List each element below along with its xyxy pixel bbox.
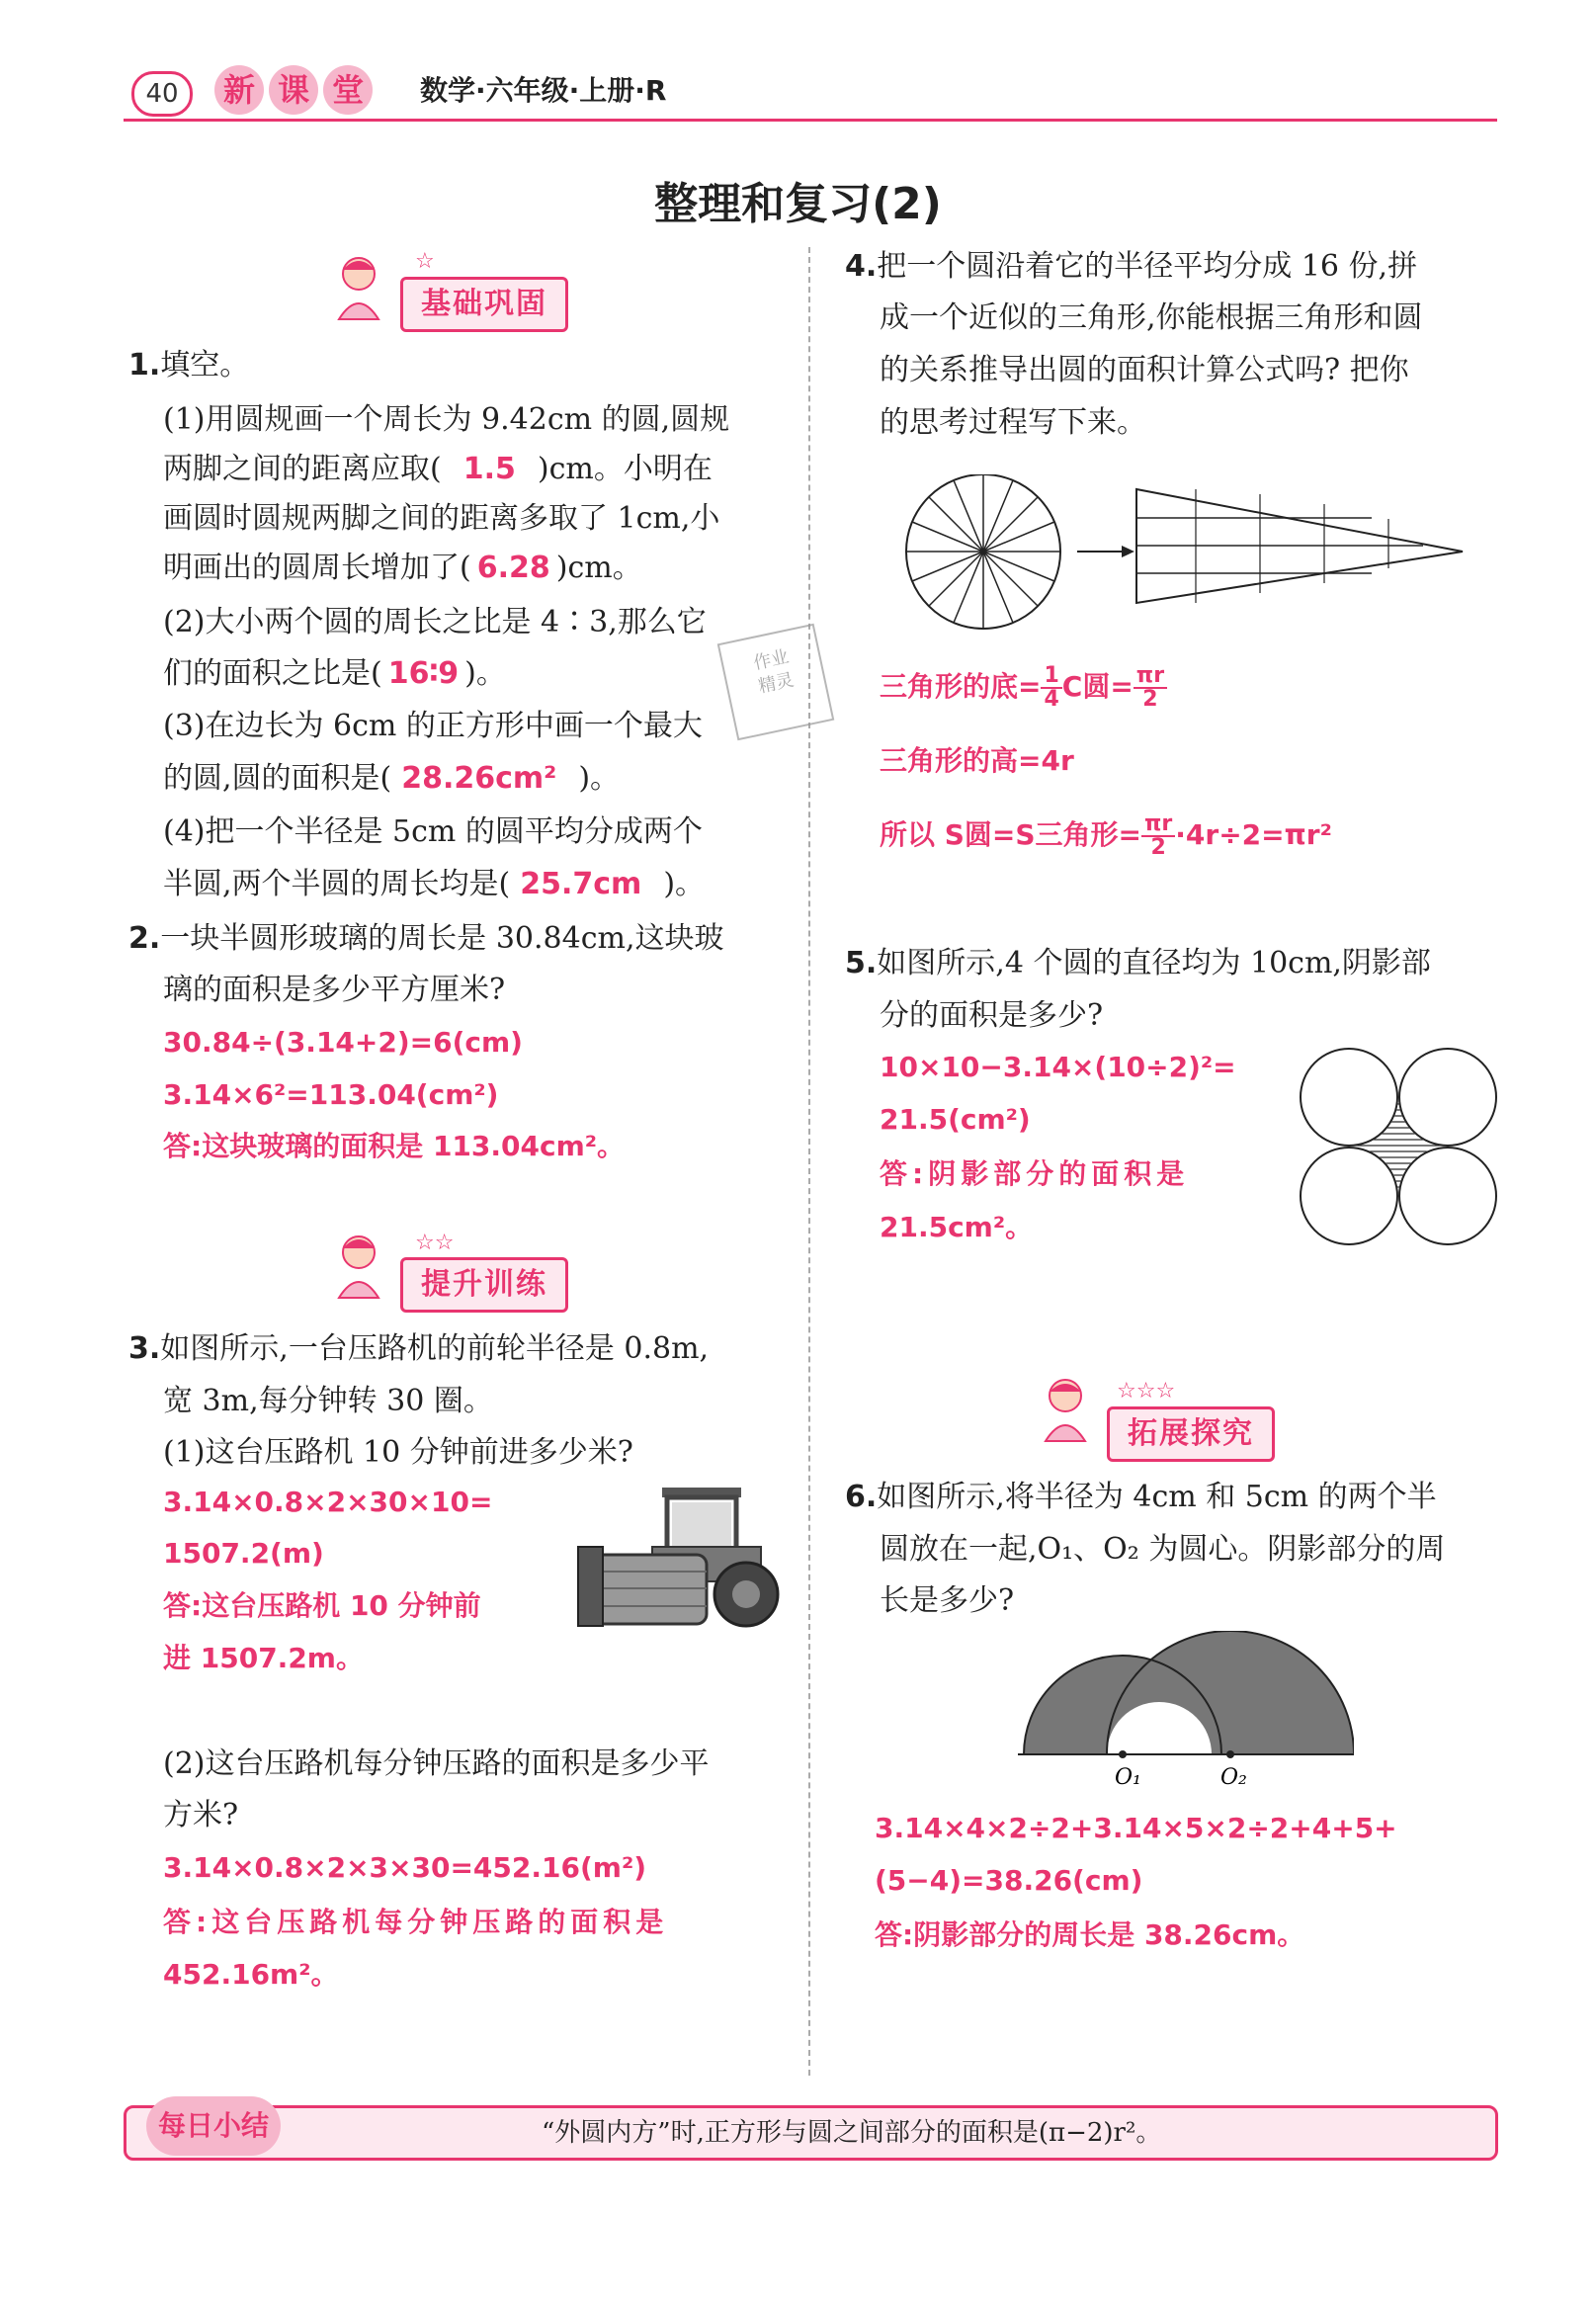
q1-p4-answer: 25.7cm <box>520 867 642 901</box>
q2-line1 <box>128 919 724 959</box>
q4-a3-post: ·4r÷2=πr² <box>1175 818 1332 851</box>
label-o1: O₁ <box>1115 1765 1141 1790</box>
brand-char-2: 课 <box>269 65 318 115</box>
section-expand-badge: 拓展探究 <box>1107 1406 1275 1462</box>
q1-p1-line3: 画圆时圆规两脚之间的距离多取了 1cm,小 <box>163 501 720 536</box>
fraction-quarter <box>1041 665 1061 711</box>
q1-p1-text-c: 明画出的圆周长增加了( <box>163 551 471 585</box>
q4-answer-1 <box>880 657 1167 717</box>
q1-p1-text-d: )cm。 <box>555 551 642 585</box>
q1-p1-line1: (1)用圆规画一个周长为 9.42cm 的圆,圆规 <box>163 402 730 437</box>
q6-line2: 圆放在一起,O₁、O₂ 为圆心。阴影部分的周 <box>880 1532 1446 1567</box>
q1-lead <box>128 346 249 385</box>
q6-answer-1: 3.14×4×2÷2+3.14×5×2÷2+4+5+ <box>875 1812 1397 1844</box>
q1-p4-text-a: 半圆,两个半圆的周长均是( <box>163 867 511 901</box>
q1-p2-answer: 16∶9 <box>387 656 460 691</box>
q1-p2-line2 <box>163 654 506 694</box>
star-icon: ☆ <box>415 249 435 274</box>
q1-p1-line4 <box>163 549 642 588</box>
q5-answer-2: 21.5(cm²) <box>880 1103 1031 1136</box>
four-circles-diagram <box>1300 1048 1497 1245</box>
q3-sub2-line1: (2)这台压路机每分钟压路的面积是多少平 <box>163 1746 710 1781</box>
q6-text-1: 如图所示,将半径为 4cm 和 5cm 的两个半 <box>877 1480 1437 1514</box>
arrow-icon <box>1077 546 1134 557</box>
q4-a1-text: 三角形的底= <box>880 670 1042 703</box>
page-header <box>124 61 1497 121</box>
q3-sub2-line2: 方米? <box>163 1798 239 1832</box>
q5-line1 <box>845 944 1431 983</box>
page-title: 整理和复习(2) <box>654 179 942 229</box>
q4-line3: 的关系推导出圆的面积计算公式吗? 把你 <box>880 353 1409 387</box>
frac-den-2: 2 <box>1142 687 1158 712</box>
q1-p2-text-a: 们的面积之比是( <box>163 656 382 691</box>
frac-den: 4 <box>1044 687 1059 712</box>
q1-lead-text: 填空。 <box>160 348 250 383</box>
q2-text-1: 一块半圆形玻璃的周长是 30.84cm,这块玻 <box>160 921 724 956</box>
q6-answer-3: 答:阴影部分的周长是 38.26cm。 <box>875 1918 1305 1951</box>
section-basic-badge: 基础巩固 <box>400 277 568 332</box>
daily-summary-bar <box>124 2105 1498 2161</box>
q6-line1 <box>845 1478 1437 1517</box>
sectored-circle <box>906 474 1060 629</box>
section-improve-badge: 提升训练 <box>400 1257 568 1313</box>
q5-answer-4: 21.5cm²。 <box>880 1211 1034 1243</box>
q2-answer-1: 30.84÷(3.14+2)=6(cm) <box>163 1026 523 1059</box>
q4-a3-text: 所以 S圆=S三角形= <box>880 818 1142 851</box>
q4-number: 4. <box>845 249 878 284</box>
q1-p3-answer: 28.26cm² <box>401 761 557 796</box>
q1-p1-answer1: 1.5 <box>462 452 516 486</box>
column-divider <box>808 247 810 2076</box>
q3-line1 <box>128 1329 709 1369</box>
q3-answer-5: 3.14×0.8×2×3×30=452.16(m²) <box>163 1851 647 1884</box>
q5-answer-3: 答:阴影部分的面积是 <box>880 1157 1190 1190</box>
q3-answer-2: 1507.2(m) <box>163 1537 324 1570</box>
frac-num-3: πr <box>1141 813 1175 837</box>
q4-a1-mid: C圆= <box>1061 670 1134 703</box>
q6-answer-2: (5−4)=38.26(cm) <box>875 1864 1143 1897</box>
frac-num: 1 <box>1041 665 1061 689</box>
stars-icon-2: ☆☆ <box>415 1231 455 1255</box>
q1-p1-answer2: 6.28 <box>476 551 550 585</box>
q4-answer-3 <box>880 806 1332 865</box>
q1-p1-text-b: )cm。小明在 <box>537 452 713 486</box>
q4-text-1: 把一个圆沿着它的半径平均分成 16 份,拼 <box>877 249 1418 284</box>
q1-p3-text-a: 的圆,圆的面积是( <box>163 761 392 796</box>
q5-text-1: 如图所示,4 个圆的直径均为 10cm,阴影部 <box>877 946 1431 980</box>
q3-line2: 宽 3m,每分钟转 30 圈。 <box>163 1384 493 1418</box>
daily-summary-text: “外圆内方”时,正方形与圆之间部分的面积是(π−2)r²。 <box>542 2118 1162 2148</box>
stamp-line-2: 精灵 <box>756 669 797 698</box>
q3-sub1: (1)这台压路机 10 分钟前进多少米? <box>163 1435 633 1470</box>
q1-p4-line1: (4)把一个半径是 5cm 的圆平均分成两个 <box>163 814 703 849</box>
header-rule <box>124 119 1497 122</box>
q1-p2-line1: (2)大小两个圆的周长之比是 4∶3,那么它 <box>163 605 707 639</box>
q4-line4: 的思考过程写下来。 <box>880 405 1146 440</box>
q1-p3-line1: (3)在边长为 6cm 的正方形中画一个最大 <box>163 709 703 743</box>
stamp-line-1: 作业 <box>751 645 792 675</box>
fraction-pi-r-half <box>1134 665 1167 711</box>
brand-char-1: 新 <box>214 65 264 115</box>
stars-icon-3: ☆☆☆ <box>1117 1379 1176 1404</box>
circle-to-triangle-diagram <box>899 474 1472 633</box>
frac-num-2: πr <box>1134 665 1167 689</box>
q5-answer-1: 10×10−3.14×(10÷2)²= <box>880 1051 1236 1083</box>
book-subtitle: 数学·六年级·上册·R <box>420 74 667 107</box>
q4-answer-2: 三角形的高=4r <box>880 744 1074 777</box>
brand-char-3: 堂 <box>323 65 373 115</box>
q1-p3-text-b: )。 <box>578 761 621 796</box>
q1-number: 1. <box>128 348 161 383</box>
q6-number: 6. <box>845 1480 878 1514</box>
frac-den-3: 2 <box>1150 835 1166 860</box>
girl-icon-2 <box>331 1231 386 1300</box>
label-o2: O₂ <box>1220 1765 1247 1790</box>
q2-line2: 璃的面积是多少平方厘米? <box>163 973 506 1007</box>
girl-icon <box>331 252 386 321</box>
fraction-pi-r-half-2 <box>1141 813 1175 859</box>
road-roller-image <box>568 1478 786 1636</box>
approximate-triangle <box>1136 489 1463 603</box>
q2-answer-2: 3.14×6²=113.04(cm²) <box>163 1078 499 1111</box>
q3-answer-3: 答:这台压路机 10 分钟前 <box>163 1589 481 1622</box>
q2-answer-3: 答:这块玻璃的面积是 113.04cm²。 <box>163 1130 626 1162</box>
page-number: 40 <box>131 71 193 117</box>
q1-p2-text-b: )。 <box>464 656 506 691</box>
q3-number: 3. <box>128 1331 161 1366</box>
watermark-stamp <box>717 624 835 741</box>
q3-answer-1: 3.14×0.8×2×30×10= <box>163 1486 493 1518</box>
q1-p4-line2 <box>163 865 705 904</box>
boy-icon <box>1038 1374 1093 1443</box>
q5-number: 5. <box>845 946 878 980</box>
q3-answer-7: 452.16m²。 <box>163 1958 339 1991</box>
q1-p1-text-a: 两脚之间的距离应取( <box>163 452 442 486</box>
q4-line2: 成一个近似的三角形,你能根据三角形和圆 <box>880 300 1423 335</box>
semicircles-diagram <box>1018 1631 1354 1799</box>
q1-p3-line2 <box>163 759 620 799</box>
q2-number: 2. <box>128 921 161 956</box>
q1-p1-line2 <box>163 450 713 489</box>
q1-p4-text-b: )。 <box>663 867 706 901</box>
q4-line1 <box>845 247 1417 287</box>
brand-logo <box>214 65 373 117</box>
q3-answer-6: 答:这台压路机每分钟压路的面积是 <box>163 1906 669 1938</box>
q5-line2: 分的面积是多少? <box>880 998 1104 1033</box>
q3-answer-4: 进 1507.2m。 <box>163 1642 364 1674</box>
q6-line3: 长是多少? <box>880 1583 1015 1618</box>
daily-summary-label: 每日小结 <box>146 2096 281 2156</box>
q3-text-1: 如图所示,一台压路机的前轮半径是 0.8m, <box>160 1331 710 1366</box>
